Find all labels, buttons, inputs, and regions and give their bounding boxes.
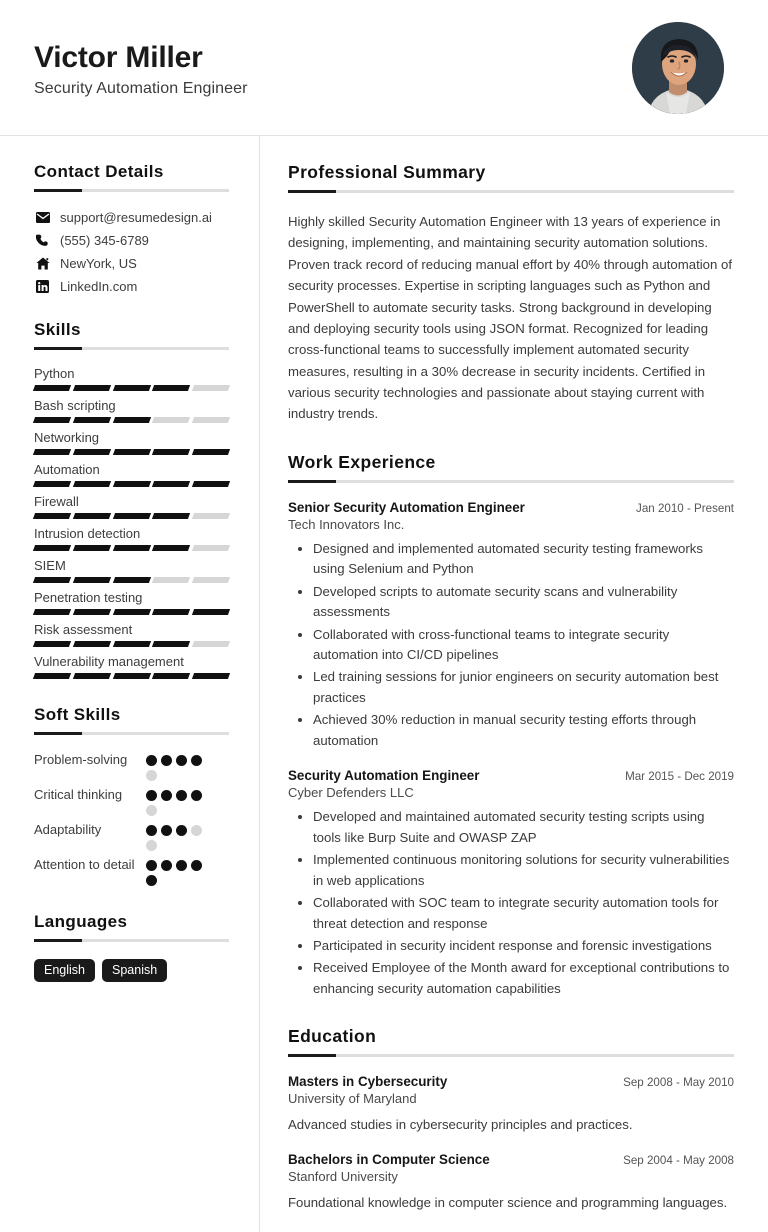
- rating-dot: [161, 755, 172, 766]
- skill-item: [34, 558, 229, 583]
- education-entry-degree: Masters in Cybersecurity: [288, 1074, 448, 1090]
- rating-dot: [176, 860, 187, 871]
- languages-section: [34, 912, 229, 982]
- skill-label: Bash scripting: [34, 398, 116, 413]
- work-bullet: • Achieved 30% reduction in manual security testing efforts through automation: [313, 710, 734, 751]
- education-entry-header: [288, 1152, 734, 1167]
- skill-bar-segment: [192, 449, 230, 455]
- skill-bar-segment: [33, 641, 71, 647]
- skill-item: [34, 398, 229, 423]
- contact-value-linkedin: LinkedIn.com: [60, 279, 138, 294]
- skill-bar-segment: [152, 609, 190, 615]
- skill-bar-segment: [192, 481, 230, 487]
- main-content: [260, 136, 768, 1232]
- contact-item-linkedin[interactable]: [34, 279, 229, 294]
- rating-dot: [146, 755, 157, 766]
- language-pill: English: [34, 959, 95, 982]
- language-pill: Spanish: [102, 959, 167, 982]
- skill-level-bar: [34, 513, 229, 519]
- skill-item: [34, 526, 229, 551]
- rating-dot: [146, 770, 157, 781]
- contact-section: [34, 162, 229, 294]
- skill-label: Firewall: [34, 494, 79, 509]
- skill-item: [34, 462, 229, 487]
- work-entry-role: Security Automation Engineer: [288, 768, 480, 784]
- rating-dot: [161, 860, 172, 871]
- languages-section-title: Languages: [34, 912, 128, 931]
- section-rule: [288, 1054, 734, 1057]
- rating-dot: [161, 790, 172, 801]
- skill-item: [34, 622, 229, 647]
- skill-bar-segment: [192, 513, 230, 519]
- soft-skills-section-title: Soft Skills: [34, 705, 121, 724]
- skill-label: SIEM: [34, 558, 66, 573]
- education-entry-school: University of Maryland: [288, 1091, 417, 1107]
- work-entry-date: Jan 2010 - Present: [636, 501, 734, 515]
- skill-label: Intrusion detection: [34, 526, 141, 541]
- skill-level-bar: [34, 545, 229, 551]
- soft-skill-rating: [146, 751, 214, 781]
- skill-bar-segment: [33, 481, 71, 487]
- contact-section-title: Contact Details: [34, 162, 164, 181]
- skill-level-bar: [34, 577, 229, 583]
- skill-bar-segment: [113, 673, 151, 679]
- rating-dot: [176, 755, 187, 766]
- skill-bar-segment: [33, 673, 71, 679]
- section-rule: [288, 480, 734, 483]
- resume-header: [0, 0, 768, 136]
- education-entry-degree: Bachelors in Computer Science: [288, 1152, 490, 1168]
- education-entry-date: Sep 2008 - May 2010: [623, 1076, 734, 1090]
- work-bullet: • Participated in security incident response and forensic investigations: [313, 936, 734, 956]
- skill-bar-segment: [73, 385, 111, 391]
- section-rule: [34, 347, 229, 350]
- skill-level-bar: [34, 417, 229, 423]
- skill-bar-segment: [33, 417, 71, 423]
- skill-item: [34, 590, 229, 615]
- skills-section: [34, 320, 229, 679]
- skill-bar-segment: [152, 513, 190, 519]
- section-rule: [34, 732, 229, 735]
- skill-bar-segment: [33, 545, 71, 551]
- skill-bar-segment: [152, 417, 190, 423]
- skill-bar-segment: [192, 577, 230, 583]
- header-identity: [34, 37, 248, 99]
- skill-bar-segment: [113, 449, 151, 455]
- work-bullet: • Implemented continuous monitoring solutions for security vulnerabilities in web applications: [313, 850, 734, 891]
- skill-bar-segment: [33, 385, 71, 391]
- contact-value-phone: (555) 345-6789: [60, 233, 149, 248]
- languages-list: [34, 959, 229, 982]
- skill-bar-segment: [73, 449, 111, 455]
- education-section: [288, 1026, 734, 1213]
- education-section-title: Education: [288, 1026, 377, 1047]
- education-entry-school: Stanford University: [288, 1169, 398, 1185]
- work-entry: [288, 500, 734, 752]
- sidebar: [0, 136, 260, 1232]
- skill-level-bar: [34, 385, 229, 391]
- skill-bar-segment: [152, 545, 190, 551]
- skill-item: [34, 366, 229, 391]
- skill-bar-segment: [152, 673, 190, 679]
- soft-skill-rating: [146, 856, 214, 886]
- skill-bar-segment: [113, 577, 151, 583]
- summary-section: [288, 162, 734, 425]
- rating-dot: [146, 805, 157, 816]
- education-entry-description: Advanced studies in cybersecurity principles and practices.: [288, 1117, 633, 1133]
- skill-bar-segment: [113, 385, 151, 391]
- soft-skill-item: [34, 821, 229, 851]
- soft-skill-label: Problem-solving: [34, 752, 128, 767]
- skill-bar-segment: [73, 481, 111, 487]
- contact-item-phone[interactable]: [34, 233, 229, 248]
- skills-list: [34, 366, 229, 679]
- work-entry-company: Tech Innovators Inc.: [288, 516, 405, 532]
- skill-bar-segment: [73, 673, 111, 679]
- skill-level-bar: [34, 641, 229, 647]
- skill-label: Automation: [34, 462, 100, 477]
- work-bullet: • Received Employee of the Month award for exceptional contributions to enhancing security automation capabilities: [313, 958, 734, 999]
- skill-label: Penetration testing: [34, 590, 143, 605]
- soft-skill-label: Adaptability: [34, 822, 102, 837]
- education-entry-date: Sep 2004 - May 2008: [623, 1154, 734, 1168]
- contact-item-location[interactable]: [34, 256, 229, 271]
- work-entry-bullets: [288, 539, 734, 752]
- skill-item: [34, 494, 229, 519]
- skill-bar-segment: [73, 417, 111, 423]
- skill-item: [34, 654, 229, 679]
- work-entry-header: [288, 500, 734, 515]
- skills-section-title: Skills: [34, 320, 81, 339]
- skill-bar-segment: [192, 673, 230, 679]
- skill-bar-segment: [152, 577, 190, 583]
- summary-section-title: Professional Summary: [288, 162, 486, 182]
- home-icon: [34, 257, 51, 270]
- skill-label: Networking: [34, 430, 100, 445]
- work-bullet: • Led training sessions for junior engineers on security automation best practices: [313, 667, 734, 708]
- rating-dot: [176, 825, 187, 836]
- skill-bar-segment: [192, 641, 230, 647]
- contact-item-email[interactable]: [34, 210, 229, 225]
- education-entry: [288, 1074, 734, 1135]
- rating-dot: [191, 825, 202, 836]
- soft-skill-rating: [146, 786, 214, 816]
- soft-skill-rating: [146, 821, 214, 851]
- work-bullet: • Collaborated with cross-functional teams to integrate security automation into CI/CD pipelines: [313, 625, 734, 666]
- skill-bar-segment: [113, 417, 151, 423]
- education-entry-header: [288, 1074, 734, 1089]
- education-entry-description: Foundational knowledge in computer science and programming languages.: [288, 1195, 728, 1211]
- skill-level-bar: [34, 449, 229, 455]
- skill-label: Python: [34, 366, 75, 381]
- work-bullet: • Designed and implemented automated security testing frameworks using Selenium and Python: [313, 539, 734, 580]
- rating-dot: [146, 790, 157, 801]
- skill-label: Vulnerability management: [34, 654, 184, 669]
- work-entry-bullets: [288, 807, 734, 999]
- summary-text: Highly skilled Security Automation Engineer with 13 years of experience in designing, implementing, and maintaining security automation solutions. Proven track record of reducing manual effort by 40% through automation of security processes. Expertise in scripting languages such as Python and PowerShell to automate security tasks. Strong background in developing and deploying security tools using JSON format. Recognized for leading cross-functional teams to successfully implement automated security measures, resulting in a 30% decrease in security incidents. Certified in various security technologies and passionate about staying current with industry trends.: [288, 214, 732, 422]
- skill-item: [34, 430, 229, 455]
- envelope-icon: [34, 212, 51, 223]
- avatar: [632, 22, 724, 114]
- skill-bar-segment: [73, 545, 111, 551]
- skill-bar-segment: [152, 449, 190, 455]
- skill-level-bar: [34, 609, 229, 615]
- section-rule: [34, 939, 229, 942]
- rating-dot: [191, 790, 202, 801]
- contact-value-email: support@resumedesign.ai: [60, 210, 212, 225]
- avatar-photo-icon: [632, 22, 724, 114]
- skill-bar-segment: [192, 417, 230, 423]
- soft-skill-label: Attention to detail: [34, 857, 135, 872]
- work-section-title: Work Experience: [288, 451, 436, 472]
- work-entry-role: Senior Security Automation Engineer: [288, 499, 525, 515]
- contact-list: [34, 210, 229, 294]
- skill-bar-segment: [192, 545, 230, 551]
- soft-skill-item: [34, 751, 229, 781]
- soft-skills-section: [34, 705, 229, 886]
- work-entry-date: Mar 2015 - Dec 2019: [625, 770, 734, 784]
- work-bullet: • Developed and maintained automated security testing scripts using tools like Burp Suite and OWASP ZAP: [313, 807, 734, 848]
- work-entry: [288, 768, 734, 999]
- soft-skill-label: Critical thinking: [34, 787, 123, 802]
- soft-skills-list: [34, 751, 229, 886]
- skill-bar-segment: [73, 641, 111, 647]
- skill-bar-segment: [192, 385, 230, 391]
- rating-dot: [146, 860, 157, 871]
- skill-bar-segment: [33, 609, 71, 615]
- work-section: [288, 452, 734, 1000]
- education-entry: [288, 1152, 734, 1213]
- resume-body: [0, 136, 768, 1232]
- work-bullet: • Collaborated with SOC team to integrate security automation tools for threat detection and response: [313, 893, 734, 934]
- section-rule: [34, 189, 229, 192]
- skill-bar-segment: [113, 545, 151, 551]
- skill-bar-segment: [113, 481, 151, 487]
- rating-dot: [176, 790, 187, 801]
- skill-bar-segment: [73, 513, 111, 519]
- work-bullet: • Developed scripts to automate security scans and vulnerability assessments: [313, 582, 734, 623]
- contact-value-location: NewYork, US: [60, 256, 137, 271]
- rating-dot: [146, 825, 157, 836]
- candidate-name: Victor Miller: [34, 40, 203, 74]
- skill-bar-segment: [73, 609, 111, 615]
- skill-bar-segment: [113, 513, 151, 519]
- soft-skill-item: [34, 786, 229, 816]
- candidate-job-title: Security Automation Engineer: [34, 80, 248, 98]
- skill-bar-segment: [152, 481, 190, 487]
- rating-dot: [191, 755, 202, 766]
- skill-bar-segment: [33, 577, 71, 583]
- skill-bar-segment: [33, 513, 71, 519]
- work-entry-company: Cyber Defenders LLC: [288, 785, 414, 801]
- work-entry-header: [288, 768, 734, 783]
- rating-dot: [161, 825, 172, 836]
- skill-bar-segment: [113, 641, 151, 647]
- linkedin-icon: [34, 280, 51, 293]
- skill-bar-segment: [192, 609, 230, 615]
- work-entry-list: [288, 500, 734, 1000]
- rating-dot: [146, 875, 157, 886]
- soft-skill-item: [34, 856, 229, 886]
- education-entry-list: [288, 1074, 734, 1213]
- rating-dot: [191, 860, 202, 871]
- skill-bar-segment: [152, 385, 190, 391]
- section-rule: [288, 190, 734, 193]
- skill-bar-segment: [152, 641, 190, 647]
- skill-bar-segment: [113, 609, 151, 615]
- skill-level-bar: [34, 481, 229, 487]
- skill-bar-segment: [73, 577, 111, 583]
- skill-bar-segment: [33, 449, 71, 455]
- skill-level-bar: [34, 673, 229, 679]
- phone-icon: [34, 234, 51, 247]
- rating-dot: [146, 840, 157, 851]
- skill-label: Risk assessment: [34, 622, 133, 637]
